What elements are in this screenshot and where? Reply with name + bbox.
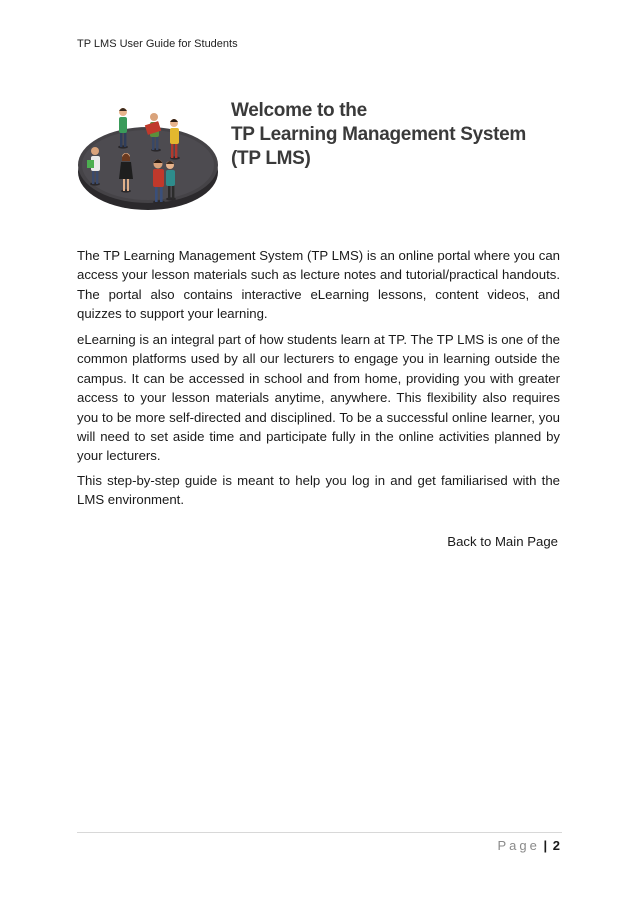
page-title-line: TP Learning Management System [231, 124, 527, 145]
page-label: Page [497, 838, 540, 853]
guide-purpose-paragraph: This step-by-step guide is meant to help you log in and get familiarised with the LMS environment. [77, 473, 560, 508]
page-number [498, 838, 561, 853]
running-header: TP LMS User Guide for Students [77, 38, 238, 50]
back-to-main-page-link[interactable]: Back to Main Page [447, 534, 558, 549]
page-number-value: 2 [552, 838, 560, 853]
intro-paragraph: The TP Learning Management System (TP LMS) is an online portal where you can access your lesson materials such as lecture notes and tutorial/practical handouts. The portal also contains interactive eLearning lessons, content videos, and quizzes to support your learning. [77, 248, 560, 322]
page-title [231, 99, 526, 171]
page-title-line: (TP LMS) [231, 148, 311, 169]
footer-divider [77, 832, 562, 833]
students-on-platform-illustration [74, 94, 224, 220]
page-separator: | [543, 838, 548, 853]
page-title-line: Welcome to the [231, 100, 367, 121]
elearning-paragraph: eLearning is an integral part of how students learn at TP. The TP LMS is one of the common platforms used by all our lecturers to engage you in learning outside the campus. It can be accessed in school and from home, providing you with greater access to your lesson materials anytime, anywhere. This flexibility also requires you to be more self-directed and disciplined. To be a successful online learner, you will need to set aside time and participate fully in the online activities planned by your lecturers. [77, 332, 560, 464]
